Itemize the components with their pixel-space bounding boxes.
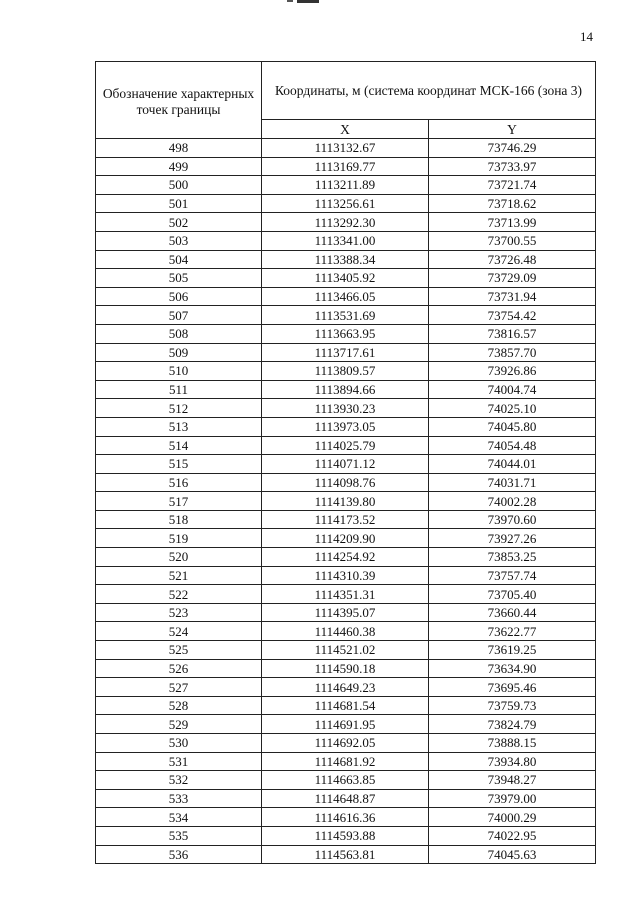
- y-coordinate-cell: 73888.15: [429, 734, 596, 753]
- table-row: [96, 771, 596, 790]
- x-coordinate-cell: 1113663.95: [262, 324, 429, 343]
- y-coordinate-cell: 74022.95: [429, 826, 596, 845]
- x-coordinate-cell: 1114648.87: [262, 789, 429, 808]
- point-cell: 500: [96, 176, 262, 195]
- table-row: [96, 362, 596, 381]
- y-coordinate-cell: 73700.55: [429, 231, 596, 250]
- point-cell: 526: [96, 659, 262, 678]
- table-row: [96, 492, 596, 511]
- y-coordinate-cell: 73718.62: [429, 194, 596, 213]
- x-coordinate-cell: 1114692.05: [262, 734, 429, 753]
- table-row: [96, 752, 596, 771]
- point-cell: 502: [96, 213, 262, 232]
- y-coordinate-cell: 73816.57: [429, 324, 596, 343]
- y-coordinate-cell: 73622.77: [429, 622, 596, 641]
- table-row: [96, 436, 596, 455]
- point-cell: 512: [96, 399, 262, 418]
- table-row: [96, 696, 596, 715]
- y-coordinate-cell: 73927.26: [429, 529, 596, 548]
- x-coordinate-cell: 1113211.89: [262, 176, 429, 195]
- y-coordinate-cell: 73634.90: [429, 659, 596, 678]
- table-row: [96, 622, 596, 641]
- point-cell: 516: [96, 473, 262, 492]
- y-coordinate-cell: 73726.48: [429, 250, 596, 269]
- y-coordinate-cell: 73857.70: [429, 343, 596, 362]
- table-row: [96, 157, 596, 176]
- table-header: [96, 62, 596, 139]
- coordinates-table: [95, 61, 596, 864]
- x-coordinate-cell: 1113341.00: [262, 231, 429, 250]
- point-cell: 518: [96, 510, 262, 529]
- x-coordinate-cell: 1114025.79: [262, 436, 429, 455]
- table-row: [96, 343, 596, 362]
- x-coordinate-cell: 1114173.52: [262, 510, 429, 529]
- x-coordinate-cell: 1114681.92: [262, 752, 429, 771]
- table-row: [96, 399, 596, 418]
- coordinates-header: Координаты, м (система координат МСК-166 (зона 3): [262, 62, 596, 120]
- table-row: [96, 324, 596, 343]
- point-designation-header: Обозначение характерных точек границы: [96, 62, 262, 139]
- y-coordinate-cell: 74045.80: [429, 417, 596, 436]
- table-row: [96, 789, 596, 808]
- table-row: [96, 455, 596, 474]
- x-coordinate-cell: 1114593.88: [262, 826, 429, 845]
- point-cell: 504: [96, 250, 262, 269]
- point-cell: 520: [96, 548, 262, 567]
- point-cell: 509: [96, 343, 262, 362]
- table-row: [96, 473, 596, 492]
- x-coordinate-cell: 1113894.66: [262, 380, 429, 399]
- y-coordinate-cell: 74004.74: [429, 380, 596, 399]
- point-cell: 533: [96, 789, 262, 808]
- table-row: [96, 176, 596, 195]
- point-cell: 507: [96, 306, 262, 325]
- y-coordinate-cell: 73759.73: [429, 696, 596, 715]
- x-column-header: X: [262, 120, 429, 139]
- x-coordinate-cell: 1114209.90: [262, 529, 429, 548]
- table-row: [96, 678, 596, 697]
- y-coordinate-cell: 73948.27: [429, 771, 596, 790]
- x-coordinate-cell: 1114590.18: [262, 659, 429, 678]
- x-coordinate-cell: 1113809.57: [262, 362, 429, 381]
- scan-artifact-marks: [285, 0, 335, 4]
- point-cell: 529: [96, 715, 262, 734]
- table-row: [96, 603, 596, 622]
- point-cell: 508: [96, 324, 262, 343]
- x-coordinate-cell: 1113132.67: [262, 139, 429, 158]
- x-coordinate-cell: 1113292.30: [262, 213, 429, 232]
- x-coordinate-cell: 1113930.23: [262, 399, 429, 418]
- point-cell: 505: [96, 269, 262, 288]
- point-cell: 527: [96, 678, 262, 697]
- point-cell: 503: [96, 231, 262, 250]
- x-coordinate-cell: 1114254.92: [262, 548, 429, 567]
- table-row: [96, 231, 596, 250]
- point-cell: 498: [96, 139, 262, 158]
- y-coordinate-cell: 74031.71: [429, 473, 596, 492]
- y-coordinate-cell: 74002.28: [429, 492, 596, 511]
- y-coordinate-cell: 73970.60: [429, 510, 596, 529]
- point-cell: 506: [96, 287, 262, 306]
- point-cell: 525: [96, 641, 262, 660]
- point-cell: 521: [96, 566, 262, 585]
- table-row: [96, 734, 596, 753]
- y-coordinate-cell: 73695.46: [429, 678, 596, 697]
- point-cell: 522: [96, 585, 262, 604]
- point-cell: 513: [96, 417, 262, 436]
- y-coordinate-cell: 73619.25: [429, 641, 596, 660]
- y-coordinate-cell: 73853.25: [429, 548, 596, 567]
- page-number: 14: [580, 29, 593, 44]
- y-coordinate-cell: 74025.10: [429, 399, 596, 418]
- y-coordinate-cell: 73731.94: [429, 287, 596, 306]
- y-coordinate-cell: 73746.29: [429, 139, 596, 158]
- table-row: [96, 139, 596, 158]
- y-coordinate-cell: 73713.99: [429, 213, 596, 232]
- table-row: [96, 641, 596, 660]
- table-row: [96, 715, 596, 734]
- x-coordinate-cell: 1113405.92: [262, 269, 429, 288]
- table-row: [96, 585, 596, 604]
- table-row: [96, 380, 596, 399]
- point-cell: 532: [96, 771, 262, 790]
- x-coordinate-cell: 1114098.76: [262, 473, 429, 492]
- point-cell: 511: [96, 380, 262, 399]
- y-coordinate-cell: 73926.86: [429, 362, 596, 381]
- table-row: [96, 548, 596, 567]
- table-row: [96, 845, 596, 864]
- y-coordinate-cell: 73754.42: [429, 306, 596, 325]
- y-coordinate-cell: 74045.63: [429, 845, 596, 864]
- point-cell: 534: [96, 808, 262, 827]
- table-row: [96, 287, 596, 306]
- point-cell: 530: [96, 734, 262, 753]
- table-row: [96, 250, 596, 269]
- point-cell: 524: [96, 622, 262, 641]
- table-row: [96, 529, 596, 548]
- x-coordinate-cell: 1114310.39: [262, 566, 429, 585]
- x-coordinate-cell: 1113531.69: [262, 306, 429, 325]
- y-coordinate-cell: 73934.80: [429, 752, 596, 771]
- table-body: [96, 139, 596, 864]
- x-coordinate-cell: 1114521.02: [262, 641, 429, 660]
- x-coordinate-cell: 1114460.38: [262, 622, 429, 641]
- y-coordinate-cell: 74000.29: [429, 808, 596, 827]
- y-coordinate-cell: 73824.79: [429, 715, 596, 734]
- point-cell: 515: [96, 455, 262, 474]
- y-coordinate-cell: 74054.48: [429, 436, 596, 455]
- table-row: [96, 808, 596, 827]
- table-row: [96, 269, 596, 288]
- table-row: [96, 510, 596, 529]
- x-coordinate-cell: 1114395.07: [262, 603, 429, 622]
- point-cell: 536: [96, 845, 262, 864]
- table-row: [96, 194, 596, 213]
- y-coordinate-cell: 73979.00: [429, 789, 596, 808]
- point-cell: 510: [96, 362, 262, 381]
- point-cell: 514: [96, 436, 262, 455]
- x-coordinate-cell: 1114563.81: [262, 845, 429, 864]
- x-coordinate-cell: 1114691.95: [262, 715, 429, 734]
- x-coordinate-cell: 1114071.12: [262, 455, 429, 474]
- x-coordinate-cell: 1113466.05: [262, 287, 429, 306]
- x-coordinate-cell: 1114616.36: [262, 808, 429, 827]
- point-cell: 528: [96, 696, 262, 715]
- point-cell: 519: [96, 529, 262, 548]
- x-coordinate-cell: 1114139.80: [262, 492, 429, 511]
- table-row: [96, 417, 596, 436]
- table-row: [96, 566, 596, 585]
- x-coordinate-cell: 1113256.61: [262, 194, 429, 213]
- y-coordinate-cell: 74044.01: [429, 455, 596, 474]
- point-cell: 535: [96, 826, 262, 845]
- table-row: [96, 826, 596, 845]
- y-coordinate-cell: 73660.44: [429, 603, 596, 622]
- point-cell: 523: [96, 603, 262, 622]
- table-row: [96, 306, 596, 325]
- point-cell: 531: [96, 752, 262, 771]
- y-coordinate-cell: 73733.97: [429, 157, 596, 176]
- table-row: [96, 659, 596, 678]
- y-coordinate-cell: 73757.74: [429, 566, 596, 585]
- y-coordinate-cell: 73729.09: [429, 269, 596, 288]
- point-cell: 501: [96, 194, 262, 213]
- x-coordinate-cell: 1113169.77: [262, 157, 429, 176]
- table-row: [96, 213, 596, 232]
- x-coordinate-cell: 1114681.54: [262, 696, 429, 715]
- x-coordinate-cell: 1114351.31: [262, 585, 429, 604]
- y-coordinate-cell: 73721.74: [429, 176, 596, 195]
- x-coordinate-cell: 1114649.23: [262, 678, 429, 697]
- point-cell: 499: [96, 157, 262, 176]
- x-coordinate-cell: 1114663.85: [262, 771, 429, 790]
- y-column-header: Y: [429, 120, 596, 139]
- point-cell: 517: [96, 492, 262, 511]
- y-coordinate-cell: 73705.40: [429, 585, 596, 604]
- x-coordinate-cell: 1113388.34: [262, 250, 429, 269]
- x-coordinate-cell: 1113717.61: [262, 343, 429, 362]
- x-coordinate-cell: 1113973.05: [262, 417, 429, 436]
